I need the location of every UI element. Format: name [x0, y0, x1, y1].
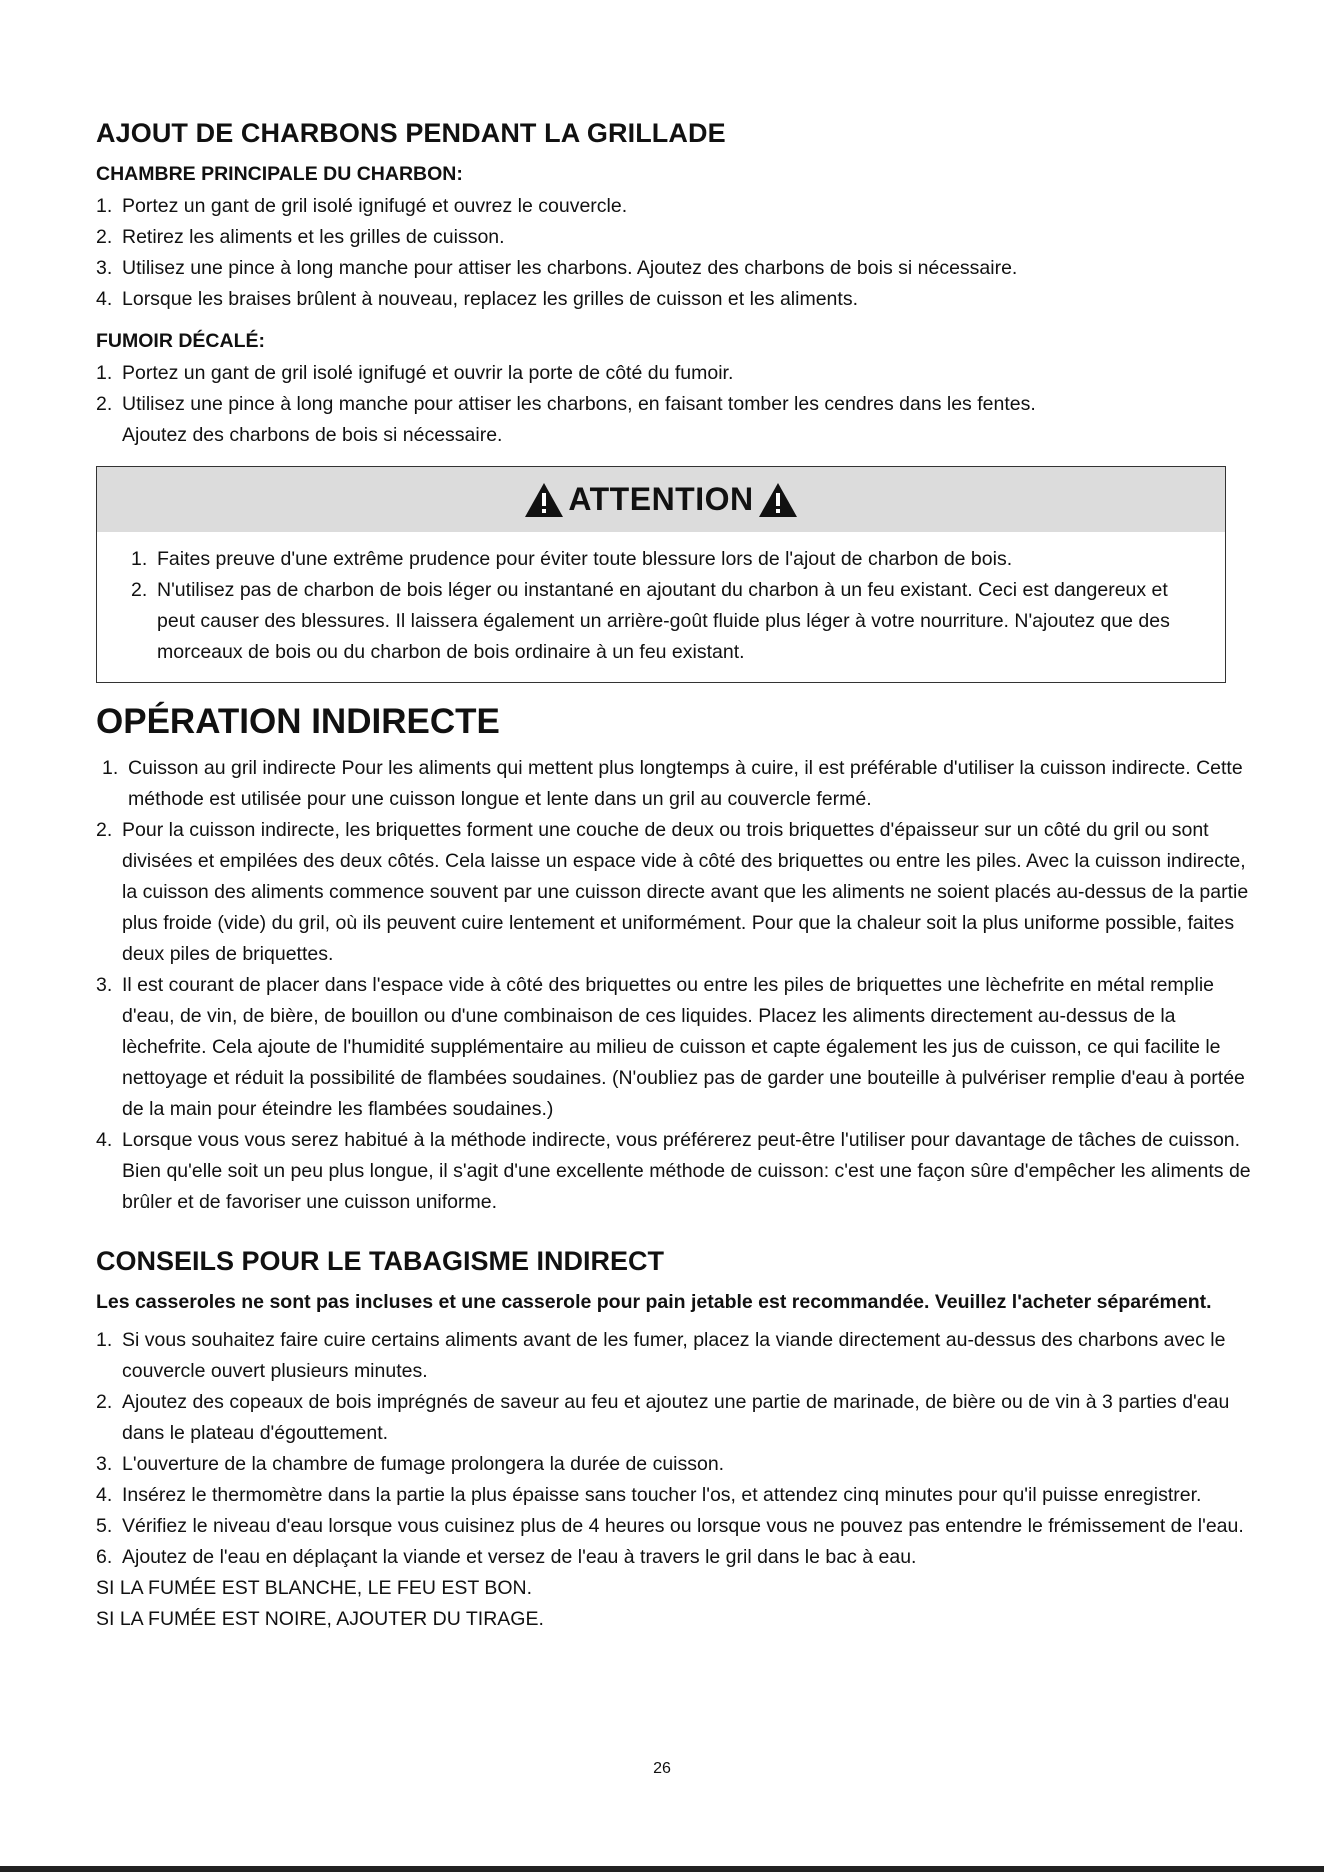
main-chamber-steps [96, 191, 1256, 315]
list-item [96, 284, 1256, 315]
section-title-indirect-operation: OPÉRATION INDIRECTE [96, 702, 500, 741]
item-text: Il est courant de placer dans l'espace vide à côté des briquettes ou entre les piles de briquettes une lèchefrite en métal remplie d'eau, de vin, de bière, de bouillon ou d'une combinaison de ces liquides. Placez les aliments directement au-dessus de la lèchefrite. Cela ajoute de l'humidité supplémentaire au milieu de cuisson et capte également les jus de cuisson, ce qui facilite le nettoyage et réduit la possibilité de flambées soudaines. (N'oubliez pas de garder une bouteille à pulvériser remplie d'eau à portée de la main pour éteindre les flambées soudaines.) [122, 974, 1245, 1120]
list-item [96, 1325, 1256, 1387]
item-text: Lorsque vous vous serez habitué à la méthode indirecte, vous préférerez peut-être l'utiliser pour davantage de tâches de cuisson. Bien qu'elle soit un peu plus longue, il s'agit d'une excellente méthode de cuisson: c'est une façon sûre d'empêcher les aliments de brûler et de favoriser une cuisson uniforme. [122, 1129, 1251, 1213]
item-text: Ajoutez des copeaux de bois imprégnés de saveur au feu et ajoutez une partie de marinade, de bière ou de vin à 3 parties d'eau dans le plateau d'égouttement. [122, 1391, 1230, 1444]
item-number: 2. [96, 393, 113, 415]
list-item [96, 1480, 1256, 1511]
indirect-operation-list [96, 753, 1256, 1218]
offset-smoker-block [96, 330, 1256, 451]
attention-header [97, 467, 1225, 532]
attention-box [96, 466, 1226, 683]
list-item [96, 1511, 1256, 1542]
warning-triangle-icon [758, 482, 798, 518]
item-text: Ajoutez de l'eau en déplaçant la viande et versez de l'eau à travers le gril dans le bac à eau. [122, 1546, 917, 1568]
item-text: Si vous souhaitez faire cuire certains aliments avant de les fumer, placez la viande directement au-dessus des charbons avec le couvercle ouvert plusieurs minutes. [122, 1329, 1226, 1382]
attention-body [97, 532, 1225, 682]
list-item [96, 389, 1256, 451]
item-number: 4. [96, 288, 113, 310]
item-number: 2. [96, 1391, 113, 1413]
main-chamber-heading: CHAMBRE PRINCIPALE DU CHARBON: [96, 163, 463, 185]
bottom-border [0, 1866, 1324, 1872]
item-text: Lorsque les braises brûlent à nouveau, replacez les grilles de cuisson et les aliments. [122, 288, 858, 310]
item-number: 3. [96, 257, 113, 279]
item-number: 4. [96, 1484, 113, 1506]
item-text: Insérez le thermomètre dans la partie la plus épaisse sans toucher l'os, et attendez cinq minutes pour qu'il puisse enregistrer. [122, 1484, 1202, 1506]
smoke-white-line: SI LA FUMÉE EST BLANCHE, LE FEU EST BON. [96, 1577, 532, 1599]
main-chamber-block [96, 163, 1256, 315]
list-item [96, 1542, 1256, 1573]
item-text: Pour la cuisson indirecte, les briquettes forment une couche de deux ou trois briquettes d'épaisseur sur un côté du gril ou sont divisées et empilées des deux côtés. Cela laisse un espace vide à côté des briquettes ou entre les piles. Avec la cuisson indirecte, la cuisson des aliments commence souvent par une cuisson directe avant que les aliments ne soient placés au-dessus de la partie plus froide (vide) du gril, où ils peuvent cuire lentement et uniformément. Pour que la chaleur soit la plus uniforme possible, faites deux piles de briquettes. [122, 819, 1249, 965]
smoke-black-line: SI LA FUMÉE EST NOIRE, AJOUTER DU TIRAGE. [96, 1608, 544, 1630]
item-text: Retirez les aliments et les grilles de cuisson. [122, 226, 505, 248]
item-number: 2. [131, 579, 148, 601]
list-item [96, 191, 1256, 222]
item-text: Utilisez une pince à long manche pour attiser les charbons, en faisant tomber les cendres dans les fentes. Ajoutez des charbons de bois si nécessaire. [122, 393, 1036, 446]
item-number: 4. [96, 1129, 113, 1151]
page-number: 26 [653, 1760, 671, 1777]
item-number: 3. [96, 1453, 113, 1475]
item-text: Utilisez une pince à long manche pour attiser les charbons. Ajoutez des charbons de bois si nécessaire. [122, 257, 1018, 279]
offset-smoker-steps [96, 358, 1256, 451]
item-number: 3. [96, 974, 113, 996]
page-content [96, 118, 1256, 1635]
warning-triangle-icon [524, 482, 564, 518]
item-number: 5. [96, 1515, 113, 1537]
list-item [96, 1387, 1256, 1449]
item-number: 1. [96, 1329, 113, 1351]
item-text: Faites preuve d'une extrême prudence pour éviter toute blessure lors de l'ajout de charbon de bois. [157, 548, 1013, 570]
item-text: Cuisson au gril indirecte Pour les aliments qui mettent plus longtemps à cuire, il est préférable d'utiliser la cuisson indirecte. Cette méthode est utilisée pour une cuisson longue et lente dans un gril au couvercle fermé. [128, 757, 1243, 810]
item-number: 1. [96, 362, 113, 384]
item-text: Vérifiez le niveau d'eau lorsque vous cuisinez plus de 4 heures ou lorsque vous ne pouvez pas entendre le frémissement de l'eau. [122, 1515, 1244, 1537]
item-text: N'utilisez pas de charbon de bois léger ou instantané en ajoutant du charbon à un feu existant. Ceci est dangereux et peut causer des blessures. Il laissera également un arrière-goût fluide plus léger à votre nourriture. N'ajoutez que des morceaux de bois ou du charbon de bois ordinaire à un feu existant. [157, 579, 1170, 663]
list-item [96, 253, 1256, 284]
item-text: L'ouverture de la chambre de fumage prolongera la durée de cuisson. [122, 1453, 725, 1475]
item-number: 1. [131, 548, 148, 570]
attention-list [131, 544, 1205, 668]
list-item [96, 753, 1256, 815]
item-number: 6. [96, 1546, 113, 1568]
list-item [96, 1449, 1256, 1480]
section-title-smoking-tips: CONSEILS POUR LE TABAGISME INDIRECT [96, 1246, 665, 1276]
item-number: 2. [96, 226, 113, 248]
item-text: Portez un gant de gril isolé ignifugé et ouvrir la porte de côté du fumoir. [122, 362, 734, 384]
smoking-tips-list [96, 1325, 1256, 1573]
list-item [96, 358, 1256, 389]
list-item [96, 222, 1256, 253]
list-item [96, 815, 1256, 970]
item-number: 1. [96, 195, 113, 217]
pans-note: Les casseroles ne sont pas incluses et une casserole pour pain jetable est recommandée. Veuillez l'acheter séparément. [96, 1291, 1212, 1313]
item-text: Portez un gant de gril isolé ignifugé et ouvrez le couvercle. [122, 195, 628, 217]
list-item [131, 544, 1205, 575]
attention-title: ATTENTION [568, 481, 754, 517]
list-item [96, 970, 1256, 1125]
section-title-adding-coals: AJOUT DE CHARBONS PENDANT LA GRILLADE [96, 118, 726, 148]
item-number: 2. [96, 819, 113, 841]
offset-smoker-heading: FUMOIR DÉCALÉ: [96, 330, 265, 352]
list-item [96, 1125, 1256, 1218]
item-number: 1. [102, 757, 119, 779]
list-item [131, 575, 1205, 668]
